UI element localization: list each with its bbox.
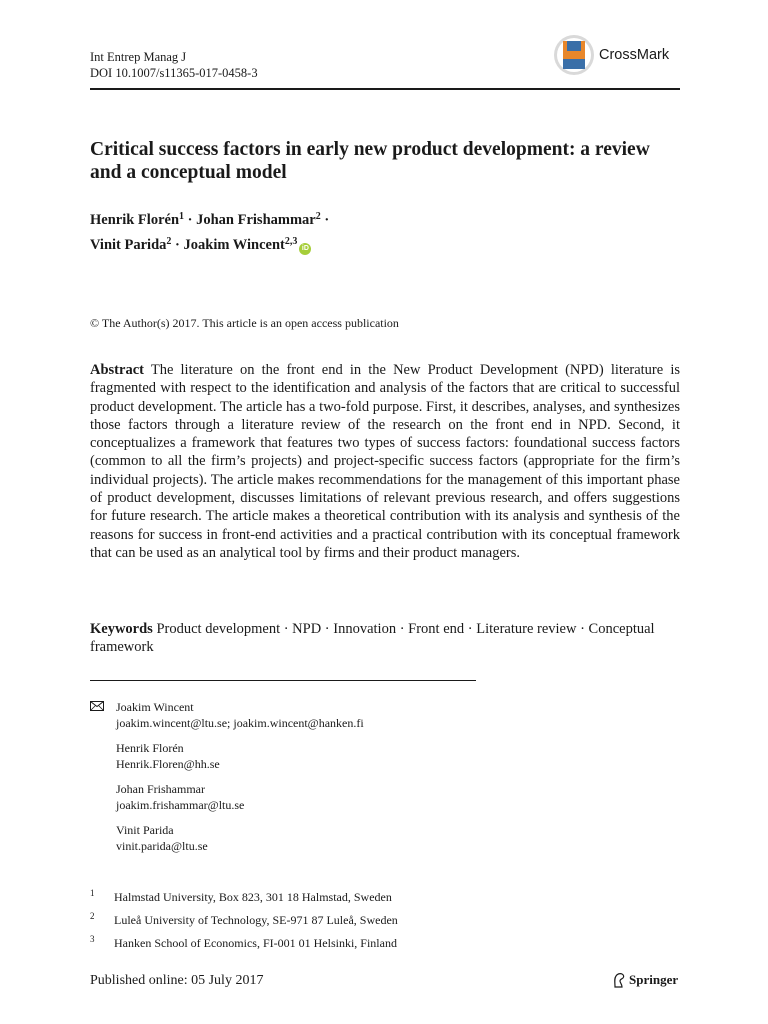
author-name: Joakim Wincent [183,237,285,253]
author-affil-sup: 2 [315,211,321,222]
copyright-notice: © The Author(s) 2017. This article is an open access publication [90,316,399,330]
orcid-icon[interactable]: iD [299,243,311,255]
contact-name: Johan Frishammar [116,782,205,796]
header-rule [90,88,680,90]
affiliation-text: Halmstad University, Box 823, 301 18 Halmstad, Sweden [114,890,392,904]
author-affil-sup: 2 [166,236,172,247]
crossmark-badge[interactable] [553,33,683,77]
author-affil-sup: 2,3 [284,236,298,247]
springer-horse-icon [612,972,626,988]
keywords [90,620,680,657]
keywords-text: Product development · NPD · Innovation · Front end · Literature review · Conceptual framework [90,621,655,656]
crossmark-icon [553,34,595,76]
contact-email[interactable]: joakim.wincent@ltu.se; joakim.wincent@hanken.fi [116,716,364,730]
published-date: Published online: 05 July 2017 [90,973,264,988]
affiliation-text: Hanken School of Economics, FI-001 01 Helsinki, Finland [114,936,397,950]
contact-item [90,822,680,854]
contact-name: Vinit Parida [116,823,174,837]
abstract-label: Abstract [90,362,144,378]
affiliation-item [90,932,680,955]
abstract [90,361,680,562]
journal-header [90,49,258,81]
contact-list [90,699,680,863]
contact-email[interactable]: Henrik.Floren@hh.se [116,757,220,771]
abstract-text: The literature on the front end in the New Product Development (NPD) literature is fragmented with respect to the identification and analysis of the factors that are critical to successful product development. The article has a two-fold purpose. First, it describes, analyses, and synthesizes those factors through a literature review of the research on the front end in NPD. Second, it conceptualizes a framework that features two types of success factors: foundational success factors (common to all the firm’s projects) and project-specific success factors (appropriate for the firm’s individual projects). The article makes recommendations for the management of this important phase of product development, discusses limitations of relevant previous research, and offers suggestions for future research. The article makes a theoretical contribution with its analysis and synthesis of the reasons for success in front-end activities and a practical contribution with its conceptual framework that can be used as an analytical tool by firms and their product managers. [90,362,680,561]
article-title: Critical success factors in early new product development: a review and a conceptual model [90,139,650,183]
affiliation-number: 1 [90,888,95,898]
affiliation-list [90,886,680,955]
contact-item [90,781,680,813]
springer-label: Springer [629,972,679,987]
journal-name: Int Entrep Manag J [90,50,187,64]
keywords-label: Keywords [90,621,153,637]
affiliation-item [90,909,680,932]
contact-item [90,740,680,772]
contact-item [90,699,680,731]
affiliation-number: 2 [90,911,95,921]
author-list: Henrik Florén$^1$ · Johan Frishammar$^2$ · Vinit Parida$^2$ · Joakim Wincent$^{2,3}$iD [90,211,330,253]
contact-name: Henrik Florén [116,741,184,755]
contact-email[interactable]: joakim.frishammar@ltu.se [116,798,245,812]
contact-email[interactable]: vinit.parida@ltu.se [116,839,208,853]
crossmark-label: CrossMark [599,47,670,63]
springer-logo[interactable] [612,972,678,988]
author-affil-sup: 1 [179,211,185,222]
affiliation-number: 3 [90,934,95,944]
envelope-icon [90,701,104,711]
affiliation-item [90,886,680,909]
affiliation-text: Luleå University of Technology, SE-971 87 Luleå, Sweden [114,913,398,927]
doi: DOI 10.1007/s11365-017-0458-3 [90,66,258,80]
footnote-rule [90,680,476,681]
author-name: Vinit Parida [90,237,167,253]
author-name: Henrik Florén [90,212,180,228]
author-name: Johan Frishammar [196,212,316,228]
contact-name: Joakim Wincent [116,700,194,714]
